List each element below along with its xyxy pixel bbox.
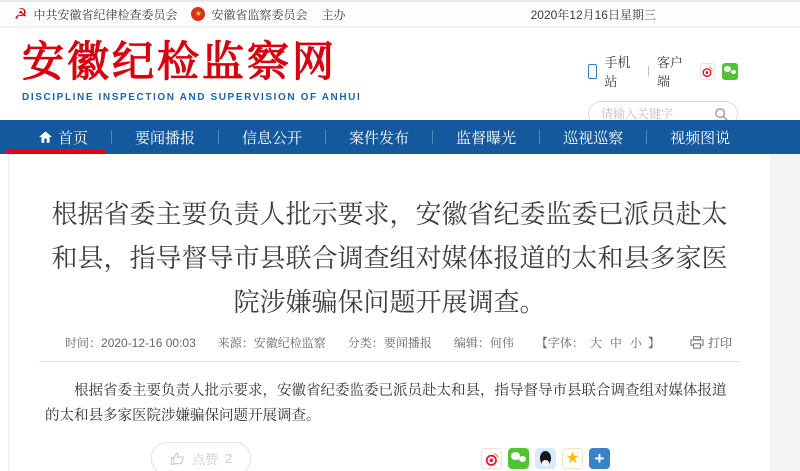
links-divider: | [647, 65, 650, 77]
right-gutter [770, 154, 800, 471]
meta-time [65, 334, 196, 351]
wechat-share-icon[interactable] [508, 448, 529, 469]
client-app-link[interactable]: 客户端 [656, 55, 683, 89]
weibo-eye-glyph [484, 451, 500, 467]
weibo-eye-glyph [701, 65, 714, 78]
nav-label: 案件发布 [349, 129, 410, 147]
search-input[interactable] [601, 107, 714, 121]
meta-source [218, 334, 326, 351]
nav-item-news[interactable] [112, 120, 218, 154]
share-bar [481, 448, 610, 469]
mobile-phone-icon [588, 64, 597, 79]
nav-label: 巡视巡察 [563, 129, 624, 147]
weibo-icon[interactable] [700, 63, 716, 80]
site-logo[interactable] [22, 37, 361, 103]
meta-source-label: 来源： [217, 336, 254, 350]
meta-editor-value: 何伟 [489, 336, 514, 350]
print-label: 打印 [707, 336, 732, 350]
main-nav [0, 120, 800, 154]
qq-share-icon[interactable] [535, 448, 556, 469]
quick-links [588, 52, 738, 90]
article-body: 根据省委主要负责人批示要求，安徽省纪委监委已派员赴太和县，指导督导市县联合调查组对媒体报道的太和县多家医院涉嫌骗保问题开展调查。 [45, 383, 727, 424]
topbar-org2-group [191, 6, 307, 23]
font-size-small-button[interactable]: 小 [629, 336, 642, 350]
site-header [0, 28, 800, 120]
meta-category [348, 334, 432, 351]
home-icon [39, 131, 52, 143]
thumb-up-icon [170, 451, 185, 466]
qzone-share-icon[interactable] [562, 448, 583, 469]
like-label: 点赞 [192, 452, 219, 467]
like-button[interactable] [151, 442, 251, 471]
national-emblem-icon [191, 7, 205, 21]
article-meta [9, 334, 770, 351]
nav-label: 视频图说 [670, 129, 731, 147]
nav-item-inspection-patrol[interactable] [540, 120, 646, 154]
font-size-suffix: 】 [647, 336, 660, 350]
meta-editor [454, 334, 514, 351]
nav-item-supervision-exposure[interactable] [433, 120, 539, 154]
font-size-medium-button[interactable]: 中 [609, 336, 622, 350]
meta-source-value: 安徽纪检监察 [253, 336, 326, 350]
topbar-suffix-label: 主办 [321, 7, 346, 22]
article-actions [9, 442, 770, 471]
like-count: 2 [225, 451, 233, 466]
nav-item-case-release[interactable] [326, 120, 432, 154]
party-emblem-icon [14, 7, 27, 22]
nav-label: 要闻播报 [135, 129, 196, 147]
font-size-large-button[interactable]: 大 [589, 336, 602, 350]
topbar [0, 0, 800, 28]
meta-editor-label: 编辑： [453, 336, 490, 350]
wechat-icon[interactable] [722, 63, 738, 80]
header-right [588, 52, 738, 127]
mobile-site-link[interactable]: 手机站 [604, 55, 631, 89]
nav-label: 信息公开 [242, 129, 303, 147]
nav-label: 监督曝光 [456, 129, 517, 147]
meta-category-value: 要闻播报 [383, 336, 432, 350]
current-date: 2020年12月16日星期三 [530, 7, 656, 22]
article-title: 根据省委主要负责人批示要求，安徽省纪委监委已派员赴太和县，指导督导市县联合调查组对媒体报道的太和县多家医院涉嫌骗保问题开展调查。 [51, 199, 728, 317]
topbar-org1-label: 中共安徽省纪律检查委员会 [33, 7, 178, 22]
nav-label: 首页 [58, 129, 89, 147]
site-title: 安徽纪检监察网 [22, 40, 338, 86]
meta-category-label: 分类： [347, 336, 384, 350]
print-button[interactable] [690, 334, 732, 351]
nav-item-info-disclosure[interactable] [219, 120, 325, 154]
share-more-icon[interactable] [589, 448, 610, 469]
meta-time-value: 2020-12-16 00:03 [101, 336, 196, 350]
left-gap [0, 154, 8, 471]
nav-item-home[interactable] [16, 120, 111, 154]
content-area [0, 154, 800, 471]
printer-icon [690, 336, 704, 349]
font-size-prefix: 【字体： [535, 336, 584, 350]
article-card [8, 154, 770, 471]
topbar-org2-label: 安徽省监察委员会 [211, 7, 308, 22]
meta-time-label: 时间： [65, 336, 102, 350]
meta-tools [536, 334, 732, 351]
topbar-org1-group [14, 6, 177, 23]
site-subtitle: DISCIPLINE INSPECTION AND SUPERVISION OF ANHUI [22, 92, 362, 103]
nav-item-video-gallery[interactable] [647, 120, 753, 154]
weibo-share-icon[interactable] [481, 448, 502, 469]
